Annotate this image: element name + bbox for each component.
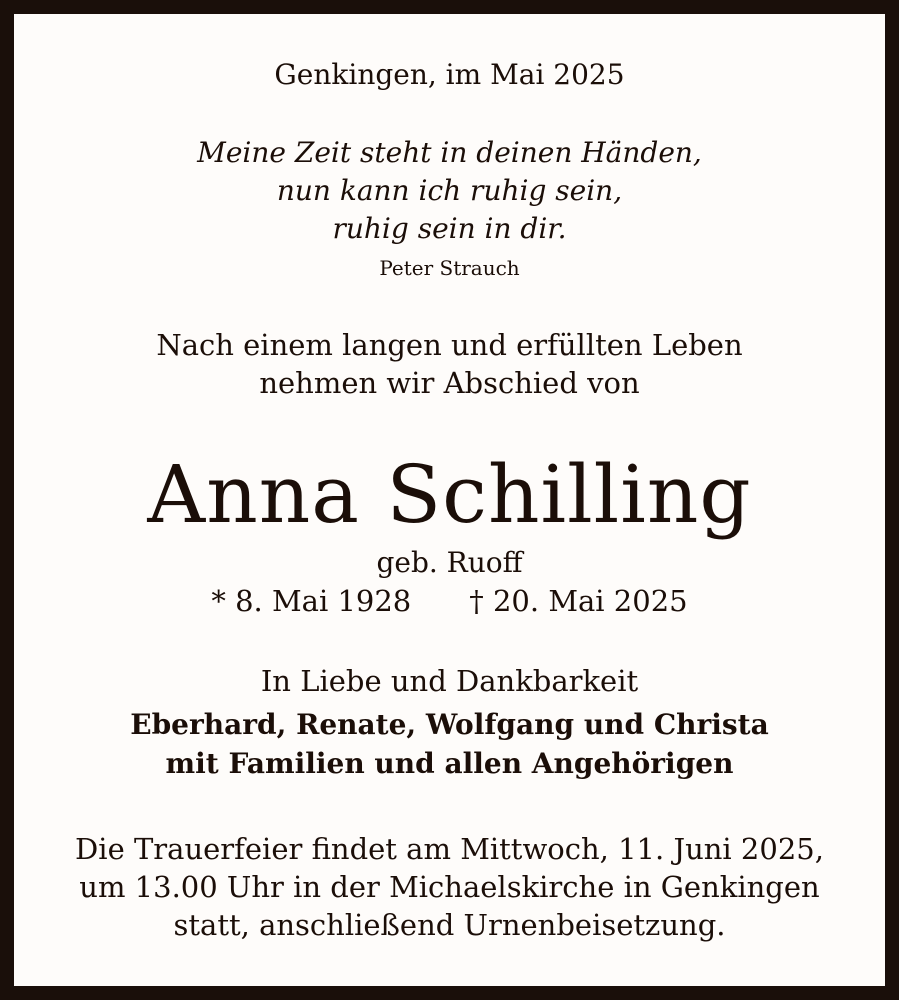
service-line-2: um 13.00 Uhr in der Michaelskirche in Genkingen (79, 870, 820, 904)
mourners-line-2: mit Familien und allen Angehörigen (165, 747, 734, 780)
place-date: Genkingen, im Mai 2025 (274, 58, 625, 91)
birth-date: * 8. Mai 1928 (211, 584, 412, 618)
mourners-line-1: Eberhard, Renate, Wolfgang und Christa (130, 708, 769, 741)
life-dates (14, 584, 885, 618)
service-line-1: Die Trauerfeier findet am Mittwoch, 11. Juni 2025, (75, 832, 824, 866)
intro-line-2: nehmen wir Abschied von (259, 366, 640, 400)
verse-line-2: nun kann ich ruhig sein, (276, 174, 623, 207)
deceased-name: Anna Schilling (147, 448, 752, 541)
verse-author: Peter Strauch (379, 256, 520, 280)
verse-line-1: Meine Zeit steht in deinen Händen, (197, 136, 702, 169)
death-date: † 20. Mai 2025 (469, 584, 688, 618)
verse-line-3: ruhig sein in dir. (332, 212, 567, 245)
mourners-intro: In Liebe und Dankbarkeit (260, 664, 639, 698)
obituary-notice (14, 14, 885, 986)
intro-line-1: Nach einem langen und erfüllten Leben (156, 328, 743, 362)
maiden-name: geb. Ruoff (376, 546, 523, 579)
service-line-3: statt, anschließend Urnenbeisetzung. (173, 908, 726, 942)
